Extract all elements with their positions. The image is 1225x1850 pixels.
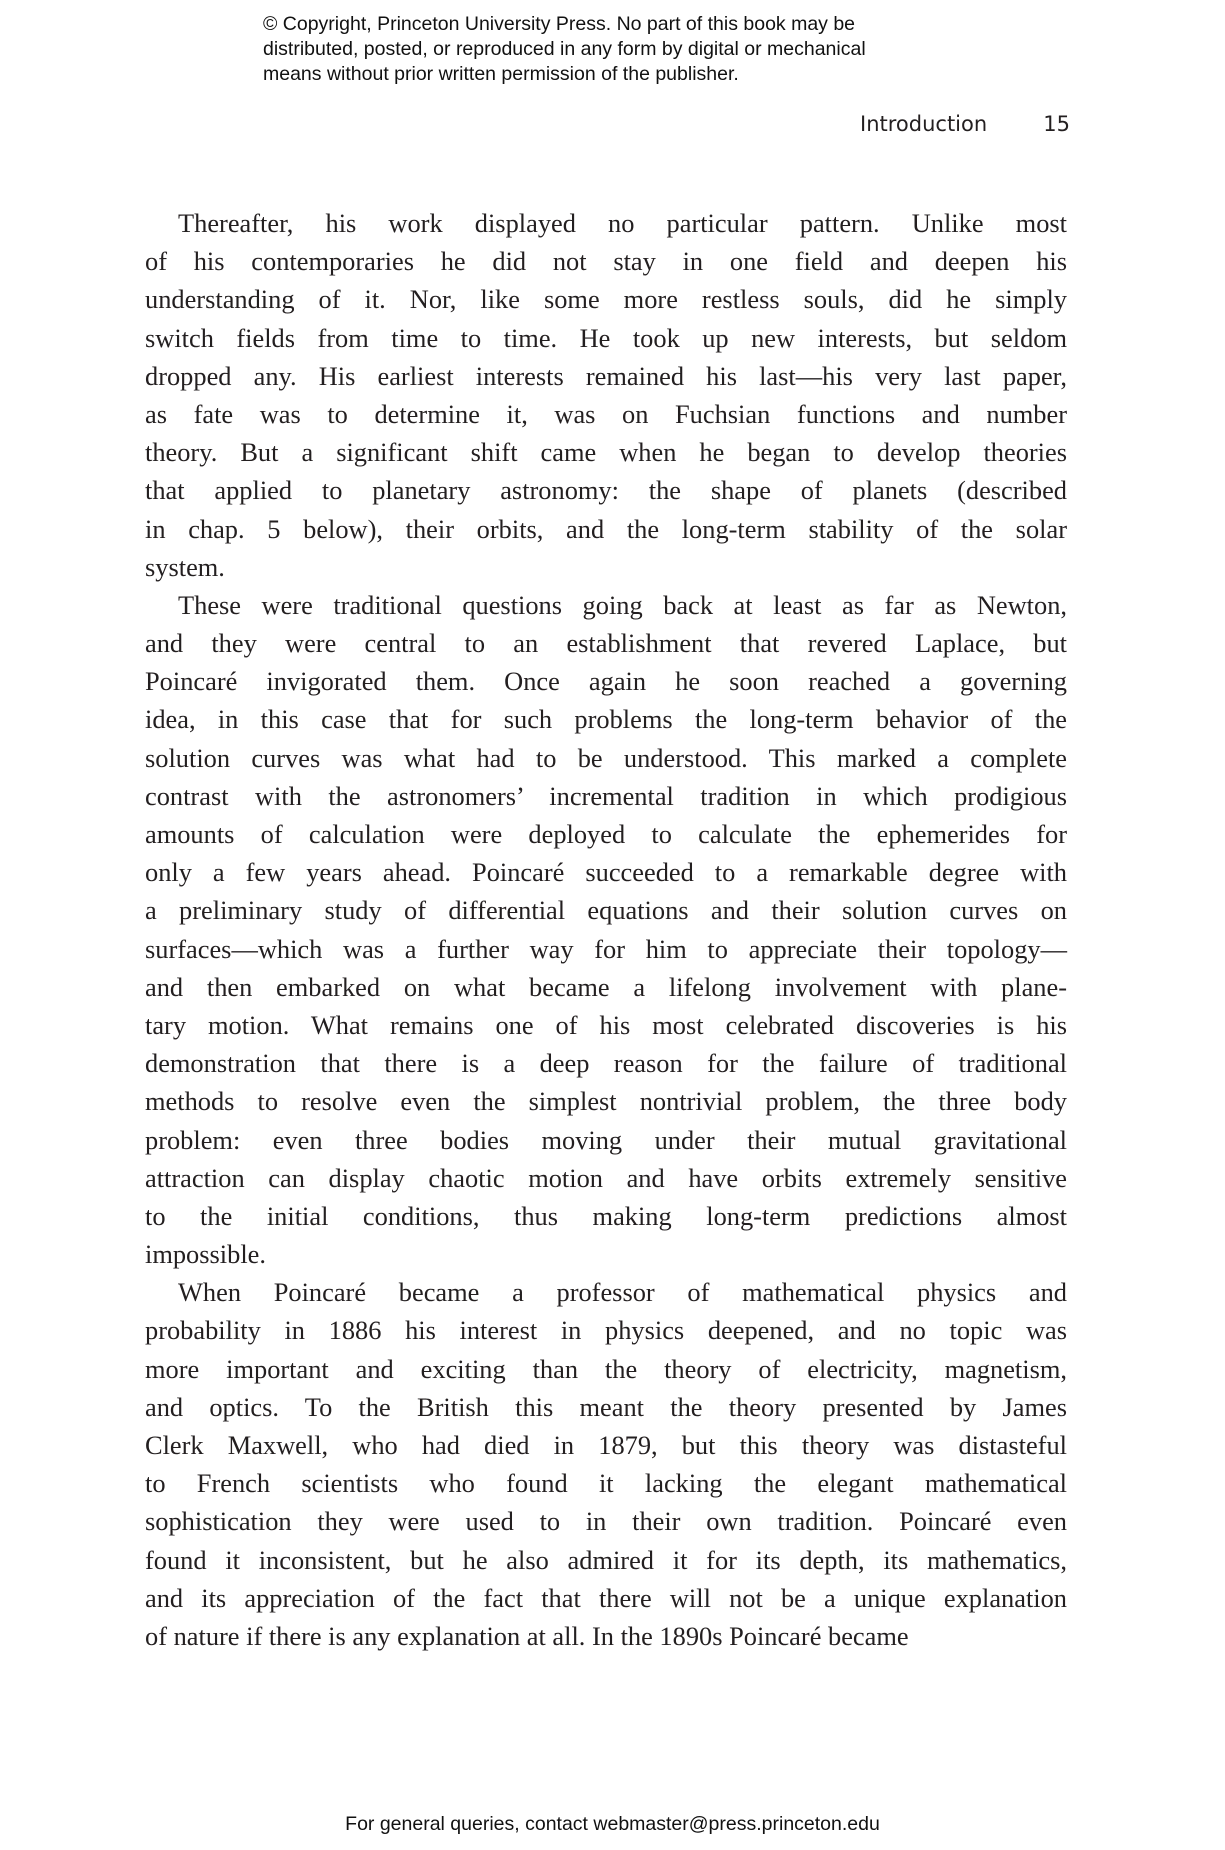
body-paragraph [145, 586, 1067, 1273]
text-line: When Poincaré became a professor of mathematical physics and [178, 1277, 1067, 1308]
running-head [860, 110, 1070, 138]
text-line: idea, in this case that for such problems the long-term behavior of the [145, 704, 1067, 735]
text-line: of his contemporaries he did not stay in one field and deepen his [145, 246, 1067, 277]
body-paragraph [145, 204, 1067, 586]
text-line: more important and exciting than the theory of electricity, magnetism, [145, 1353, 1067, 1384]
text-line: and then embarked on what became a lifelong involvement with plane- [145, 971, 1067, 1002]
text-line: as fate was to determine it, was on Fuchsian functions and number [145, 398, 1067, 429]
text-line: problem: even three bodies moving under their mutual gravitational [145, 1124, 1067, 1155]
text-line: contrast with the astronomers’ incremental tradition in which prodigious [145, 780, 1067, 811]
text-line: amounts of calculation were deployed to calculate the ephemerides for [145, 819, 1067, 849]
copyright-line: means without prior written permission of the publisher. [263, 63, 739, 85]
text-line: dropped any. His earliest interests remained his last—his very last paper, [145, 360, 1067, 391]
text-line: and optics. To the British this meant the theory presented by James [145, 1391, 1067, 1422]
text-line: sophistication they were used to in their own tradition. Poincaré even [145, 1506, 1067, 1537]
body-paragraph [145, 1273, 1067, 1655]
text-line: and they were central to an establishment that revered Laplace, but [145, 628, 1067, 659]
text-line: only a few years ahead. Poincaré succeeded to a remarkable degree with [145, 857, 1067, 888]
text-line: to French scientists who found it lacking the elegant mathematical [145, 1468, 1067, 1499]
running-head-title: Introduction [860, 112, 988, 136]
page-number: 15 [1043, 112, 1070, 136]
text-line: that applied to planetary astronomy: the shape of planets (described [145, 475, 1067, 506]
text-line: These were traditional questions going back at least as far as Newton, [178, 589, 1067, 620]
text-line: to the initial conditions, thus making long-term predictions almost [145, 1200, 1067, 1231]
copyright-line: distributed, posted, or reproduced in any form by digital or mechanical [263, 38, 866, 60]
text-line: solution curves was what had to be understood. This marked a complete [145, 742, 1067, 773]
text-line: surfaces—which was a further way for him to appreciate their topology— [145, 933, 1067, 964]
text-line: Poincaré invigorated them. Once again he soon reached a governing [145, 666, 1067, 697]
text-line: Clerk Maxwell, who had died in 1879, but this theory was distasteful [145, 1430, 1067, 1460]
text-line: found it inconsistent, but he also admired it for its depth, its mathematics, [145, 1544, 1067, 1575]
text-line: attraction can display chaotic motion and have orbits extremely sensitive [145, 1162, 1067, 1193]
text-line: of nature if there is any explanation at all. In the 1890s Poincaré became [145, 1620, 909, 1651]
text-line: tary motion. What remains one of his most celebrated discoveries is his [145, 1009, 1067, 1040]
text-line: probability in 1886 his interest in physics deepened, and no topic was [145, 1315, 1067, 1346]
body-text [145, 204, 1067, 1655]
copyright-notice [263, 12, 1023, 87]
text-line: Thereafter, his work displayed no particular pattern. Unlike most [178, 208, 1067, 238]
text-line: understanding of it. Nor, like some more restless souls, did he simply [145, 284, 1067, 315]
text-line: demonstration that there is a deep reason for the failure of traditional [145, 1048, 1067, 1079]
text-line: switch fields from time to time. He took up new interests, but seldom [145, 322, 1067, 353]
text-line: and its appreciation of the fact that there will not be a unique explanation [145, 1582, 1067, 1613]
copyright-line: © Copyright, Princeton University Press. No part of this book may be [263, 13, 856, 35]
footer-contact: For general queries, contact webmaster@press.princeton.edu [345, 1813, 880, 1835]
text-line: theory. But a significant shift came when he began to develop theories [145, 437, 1067, 468]
text-line: a preliminary study of differential equations and their solution curves on [145, 895, 1067, 926]
text-line: impossible. [145, 1239, 266, 1270]
text-line: in chap. 5 below), their orbits, and the long-term stability of the solar [145, 513, 1067, 544]
text-line: methods to resolve even the simplest nontrivial problem, the three body [145, 1086, 1067, 1117]
text-line: system. [145, 551, 225, 582]
